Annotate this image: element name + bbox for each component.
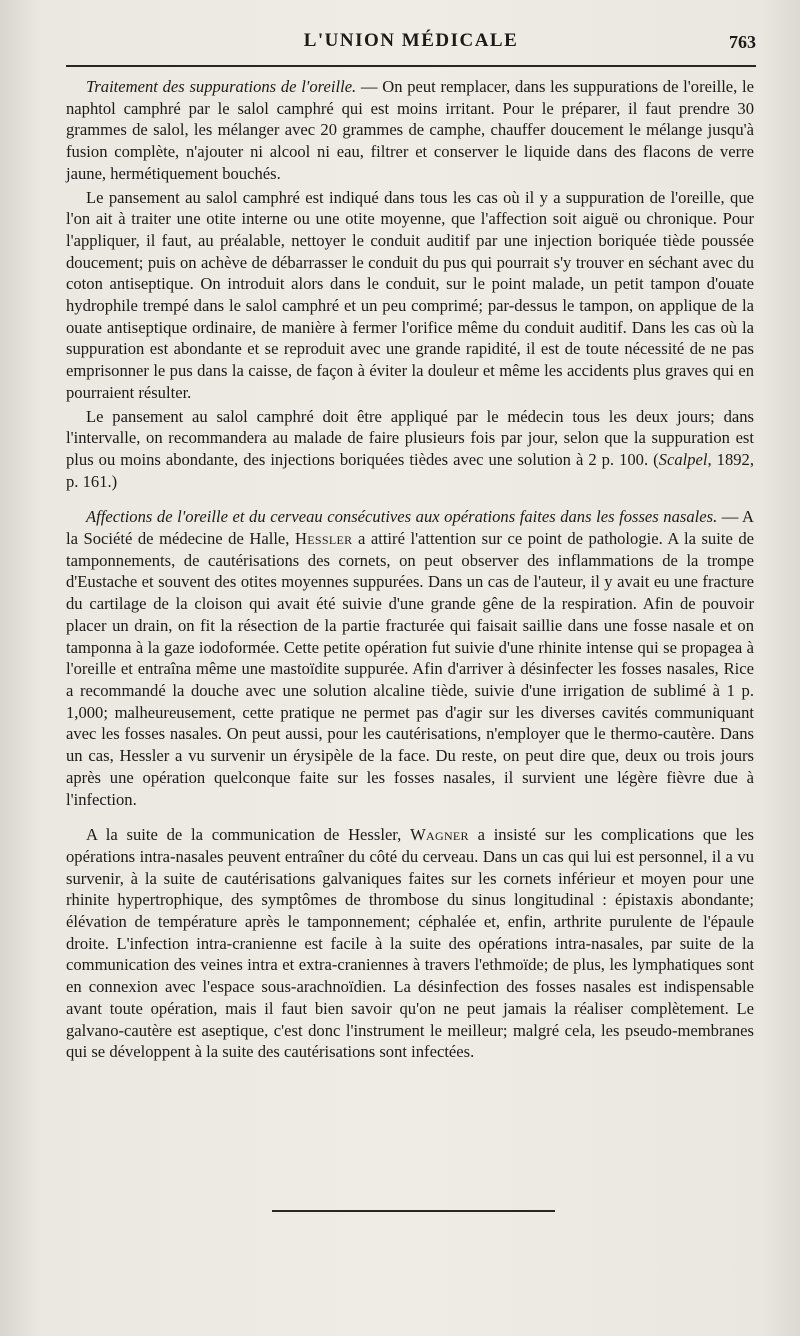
paragraph-wagner <box>66 824 754 1063</box>
end-rule <box>272 1210 555 1212</box>
paragraph-text: a insisté sur les complications que les opérations intra-nasales peuvent entraîner du côté du cerveau. Dans un cas qui lui est personnel, il a vu survenir, à la suite de cautérisations galvaniques faites sur les cornets inférieur et moyen pour une rhinite hypertrophique, des symptômes de thrombose du sinus longitudinal : épistaxis abondante; élévation de température après le tamponnement; céphalée et, enfin, arthrite purulente de l'épaule droite. L'infection intra-cranienne est facile à la suite des opérations intra-nasales, par suite de la communication des veines intra et extra-craniennes à travers l'ethmoïde; de plus, les lymphatiques sont en connexion avec l'espace sous-arachnoïdien. La désinfection des fosses nasales est indispensable avant toute opération, mais il faut bien savoir qu'on ne peut jamais la réaliser complètement. Le galvano-cautère est aseptique, c'est donc l'instrument le meilleur; malgré cela, les pseudo-membranes qui se développent à la suite des cautérisations sont infectées. <box>66 825 754 1062</box>
paragraph-text: — On peut remplacer, dans les suppurations de l'oreille, le naphtol camphré par le salol camphré qui est moins irritant. Pour le préparer, il faut prendre 30 grammes de salol, les mélanger avec 20 grammes de camphe, chauffer doucement le mélange jusqu'à fusion complète, n'ajouter ni alcool ni eau, filtrer et conserver le liquide dans des flacons de verre jaune, hermétiquement bouchés. <box>66 77 754 183</box>
running-title: L'UNION MÉDICALE <box>303 30 519 51</box>
section-heading-affections: Affections de l'oreille et du cerveau consécutives aux opérations faites dans les fosses nasales. <box>86 507 718 527</box>
paragraph-salol-preparation <box>66 76 754 185</box>
paragraph-text: A la suite de la communication de Hessler, <box>86 825 411 845</box>
page-header <box>66 30 756 60</box>
citation-tail: , 1892, p. 161.) <box>66 449 754 491</box>
header-rule <box>66 65 756 67</box>
paragraph-dressing-frequency <box>66 406 754 493</box>
author-name-hessler: Hessler <box>294 529 353 549</box>
author-name-wagner: Wagner <box>410 825 469 845</box>
source-citation: Scalpel <box>658 449 708 469</box>
page-number: 763 <box>729 32 756 52</box>
paragraph-text: Le pansement au salol camphré doit être appliqué par le médecin tous les deux jours; dans l'intervalle, on recommandera au malade de faire plusieurs fois par jour, selon que la suppuration est plus ou moins abondante, des injections boriquées tièdes avec une solution à 2 p. 100. ( <box>66 406 754 469</box>
article-body <box>66 76 754 1065</box>
paragraph-salol-dressing <box>66 187 754 404</box>
paragraph-nasal-operations <box>66 506 754 810</box>
paragraph-text: a attiré l'attention sur ce point de pathologie. A la suite de tamponnements, de cautérisations des cornets, on peut observer des inflammations de la trompe d'Eustache et souvent des otites moyennes suppurées. Dans un cas de l'auteur, il y avait eu une fracture du cartilage de la cloison qui avait été suivie d'une grande gêne de la respiration. Afin de pouvoir placer un drain, on fit la résection de la partie fracturée qui faisait saillie dans une fosse nasale et on tamponna à la gaze iodoformée. Cette petite opération fut suivie d'une rhinite intense qui se propagea à l'oreille et entraîna même une mastoïdite suppurée. Afin d'arriver à désinfecter les fosses nasales, Rice a recommandé la douche avec une solution alcaline tiède, suivie d'une irrigation de sublimé à 1 p. 1,000; malheureusement, cette pratique ne permet pas d'agir sur les diverses cavités communiquant avec les fosses nasales. On peut aussi, pour les cautérisations, n'employer que le thermo-cautère. Dans un cas, Hessler a vu survenir un érysipèle de la face. Du reste, on peut dire que, deux ou trois jours après une opération quelconque faite sur les fosses nasales, il survient une légère fièvre due à l'infection. <box>66 529 754 809</box>
paragraph-text: — A la Société de médecine de Halle, <box>66 507 754 549</box>
paragraph-text: Le pansement au salol camphré est indiqué dans tous les cas où il y a suppuration de l'oreille, que l'on ait à traiter une otite interne ou une otite moyenne, que l'affection soit aiguë ou chronique. Pour l'appliquer, il faut, au préalable, nettoyer le conduit auditif par une injection boriquée tiède poussée doucement; puis on achève de débarrasser le conduit du pus qui pourrait s'y trouver en séchant avec du coton antiseptique. On introduit alors dans le conduit, sur le point malade, un petit tampon d'ouate hydrophile trempé dans le salol camphré et un peu comprimé; par-dessus le tampon, on applique de la ouate antiseptique ordinaire, de manière à fermer l'orifice même du conduit auditif. Dans les cas où la suppuration est abondante et se reproduit avec une grande rapidité, il est de toute nécessité de ne pas emprisonner le pus dans la caisse, de façon à éviter la douleur et même les accidents plus graves qui en pourraient résulter. <box>66 187 754 402</box>
section-heading-suppurations: Traitement des suppurations de l'oreille. <box>86 77 357 96</box>
